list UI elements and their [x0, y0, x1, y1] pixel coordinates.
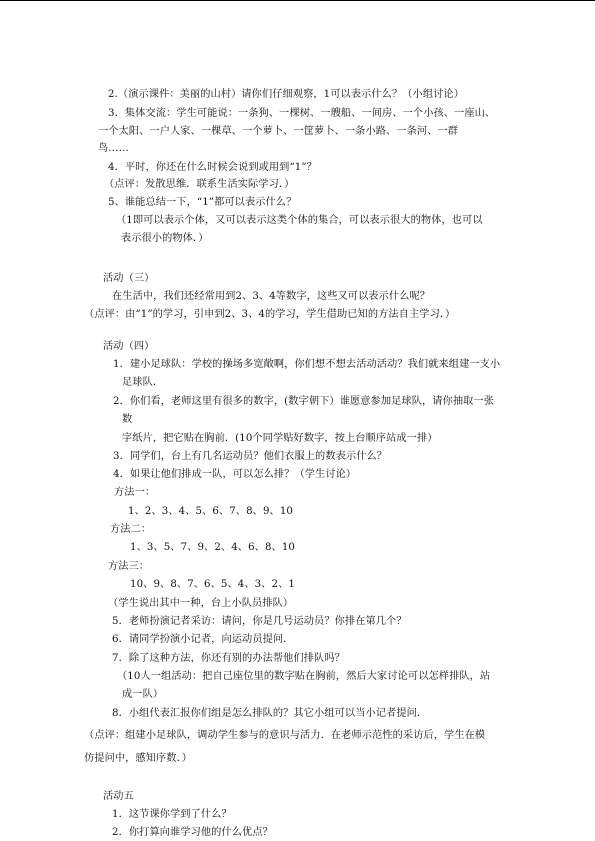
- text-line: 1．这节课你学到了什么？: [112, 809, 232, 820]
- method-label: 方法三：: [108, 561, 150, 572]
- text-line: 2．你打算向谁学习他的什么优点？: [112, 827, 273, 838]
- text-line: 5．老师扮演记者采访：请问，你是几号运动员？你排在第几个？: [112, 616, 407, 627]
- text-line: 6．请同学扮演小记者，向运动员提问．: [112, 634, 294, 645]
- section-heading: 活动（三）: [103, 273, 155, 284]
- number-sequence: 1、3、5、7、9、2、4、6、8、10: [130, 542, 295, 553]
- text-line: 4．平时，你还在什么时候会说到或用到“1”？: [108, 162, 317, 173]
- section-heading: 活动五: [103, 791, 134, 802]
- comment-line: 仿提问中，感知序数．）: [84, 753, 193, 764]
- number-sequence: 1、2、3、4、5、6、7、8、9、10: [128, 506, 293, 517]
- text-line: 2．你们看，老师这里有很多的数字，(数字朝下）谁愿意参加足球队，请你抽取一张: [113, 396, 495, 407]
- text-line: 在生活中，我们还经常用到2、3、4等数字，这些又可以表示什么呢？: [112, 291, 431, 302]
- text-line: 8．小组代表汇报你们组是怎么排队的？其它小组可以当小记者提问．: [112, 708, 428, 719]
- text-line: 2.（演示课件：美丽的山村）请你们仔细观察，1可以表示什么？（小组讨论）: [108, 89, 464, 100]
- text-line: 3．集体交流：学生可能说：一条狗、一棵树、一艘船、一间房、一个小孩、一座山、: [108, 108, 496, 119]
- text-line: 数: [122, 414, 133, 425]
- text-line: （10人一组活动：把自己座位里的数字贴在胸前，然后大家讨论可以怎样排队，站: [117, 671, 491, 682]
- text-line: 1．建小足球队：学校的操场多宽敞啊，你们想不想去活动活动？我们就来组建一支小: [113, 359, 501, 370]
- comment-line: （点评：组建小足球队，调动学生参与的意识与活力．在老师示范性的采访后，学生在模: [84, 730, 486, 741]
- text-line: 鸟……: [98, 143, 129, 154]
- text-line: 7．除了这种方法，你还有别的办法帮他们排队吗？: [112, 653, 345, 664]
- number-sequence: 10、9、8、7、6、5、4、3、2、1: [130, 579, 295, 590]
- top-rule: [0, 0, 595, 1]
- comment-line: （点评：由“1”的学习，引申到2、3、4的学习，学生借助已知的方法自主学习．）: [84, 309, 456, 320]
- method-label: 方法二：: [110, 524, 152, 535]
- text-line: 成一队）: [122, 689, 164, 700]
- text-line: 表示很小的物体．）: [121, 233, 209, 244]
- text-line: 4．如果让他们排成一队，可以怎么排？（学生讨论）: [113, 469, 357, 480]
- text-line: （1即可以表示个体，又可以表示这类个体的集合，可以表示很大的物体，也可以: [116, 215, 483, 226]
- text-line: 5、谁能总结一下，“1”都可以表示什么？: [108, 197, 297, 208]
- text-line: 足球队．: [122, 377, 164, 388]
- section-heading: 活动（四）: [103, 341, 155, 352]
- text-line: 3．同学们，台上有几名运动员？他们衣服上的数表示什么？: [113, 451, 388, 462]
- comment-line: （点评：发散思维．联系生活实际学习．）: [104, 179, 295, 190]
- method-label: 方法一：: [114, 487, 156, 498]
- text-line: （学生说出其中一种，台上小队员排队）: [108, 598, 294, 609]
- text-line: 一个太阳、一户人家、一棵草、一个萝卜、一筐萝卜、一条小路、一条河、一群: [98, 126, 459, 137]
- text-line: 字纸片，把它贴在胸前．(10个同学贴好数字，按上台顺序站成一排）: [122, 433, 438, 444]
